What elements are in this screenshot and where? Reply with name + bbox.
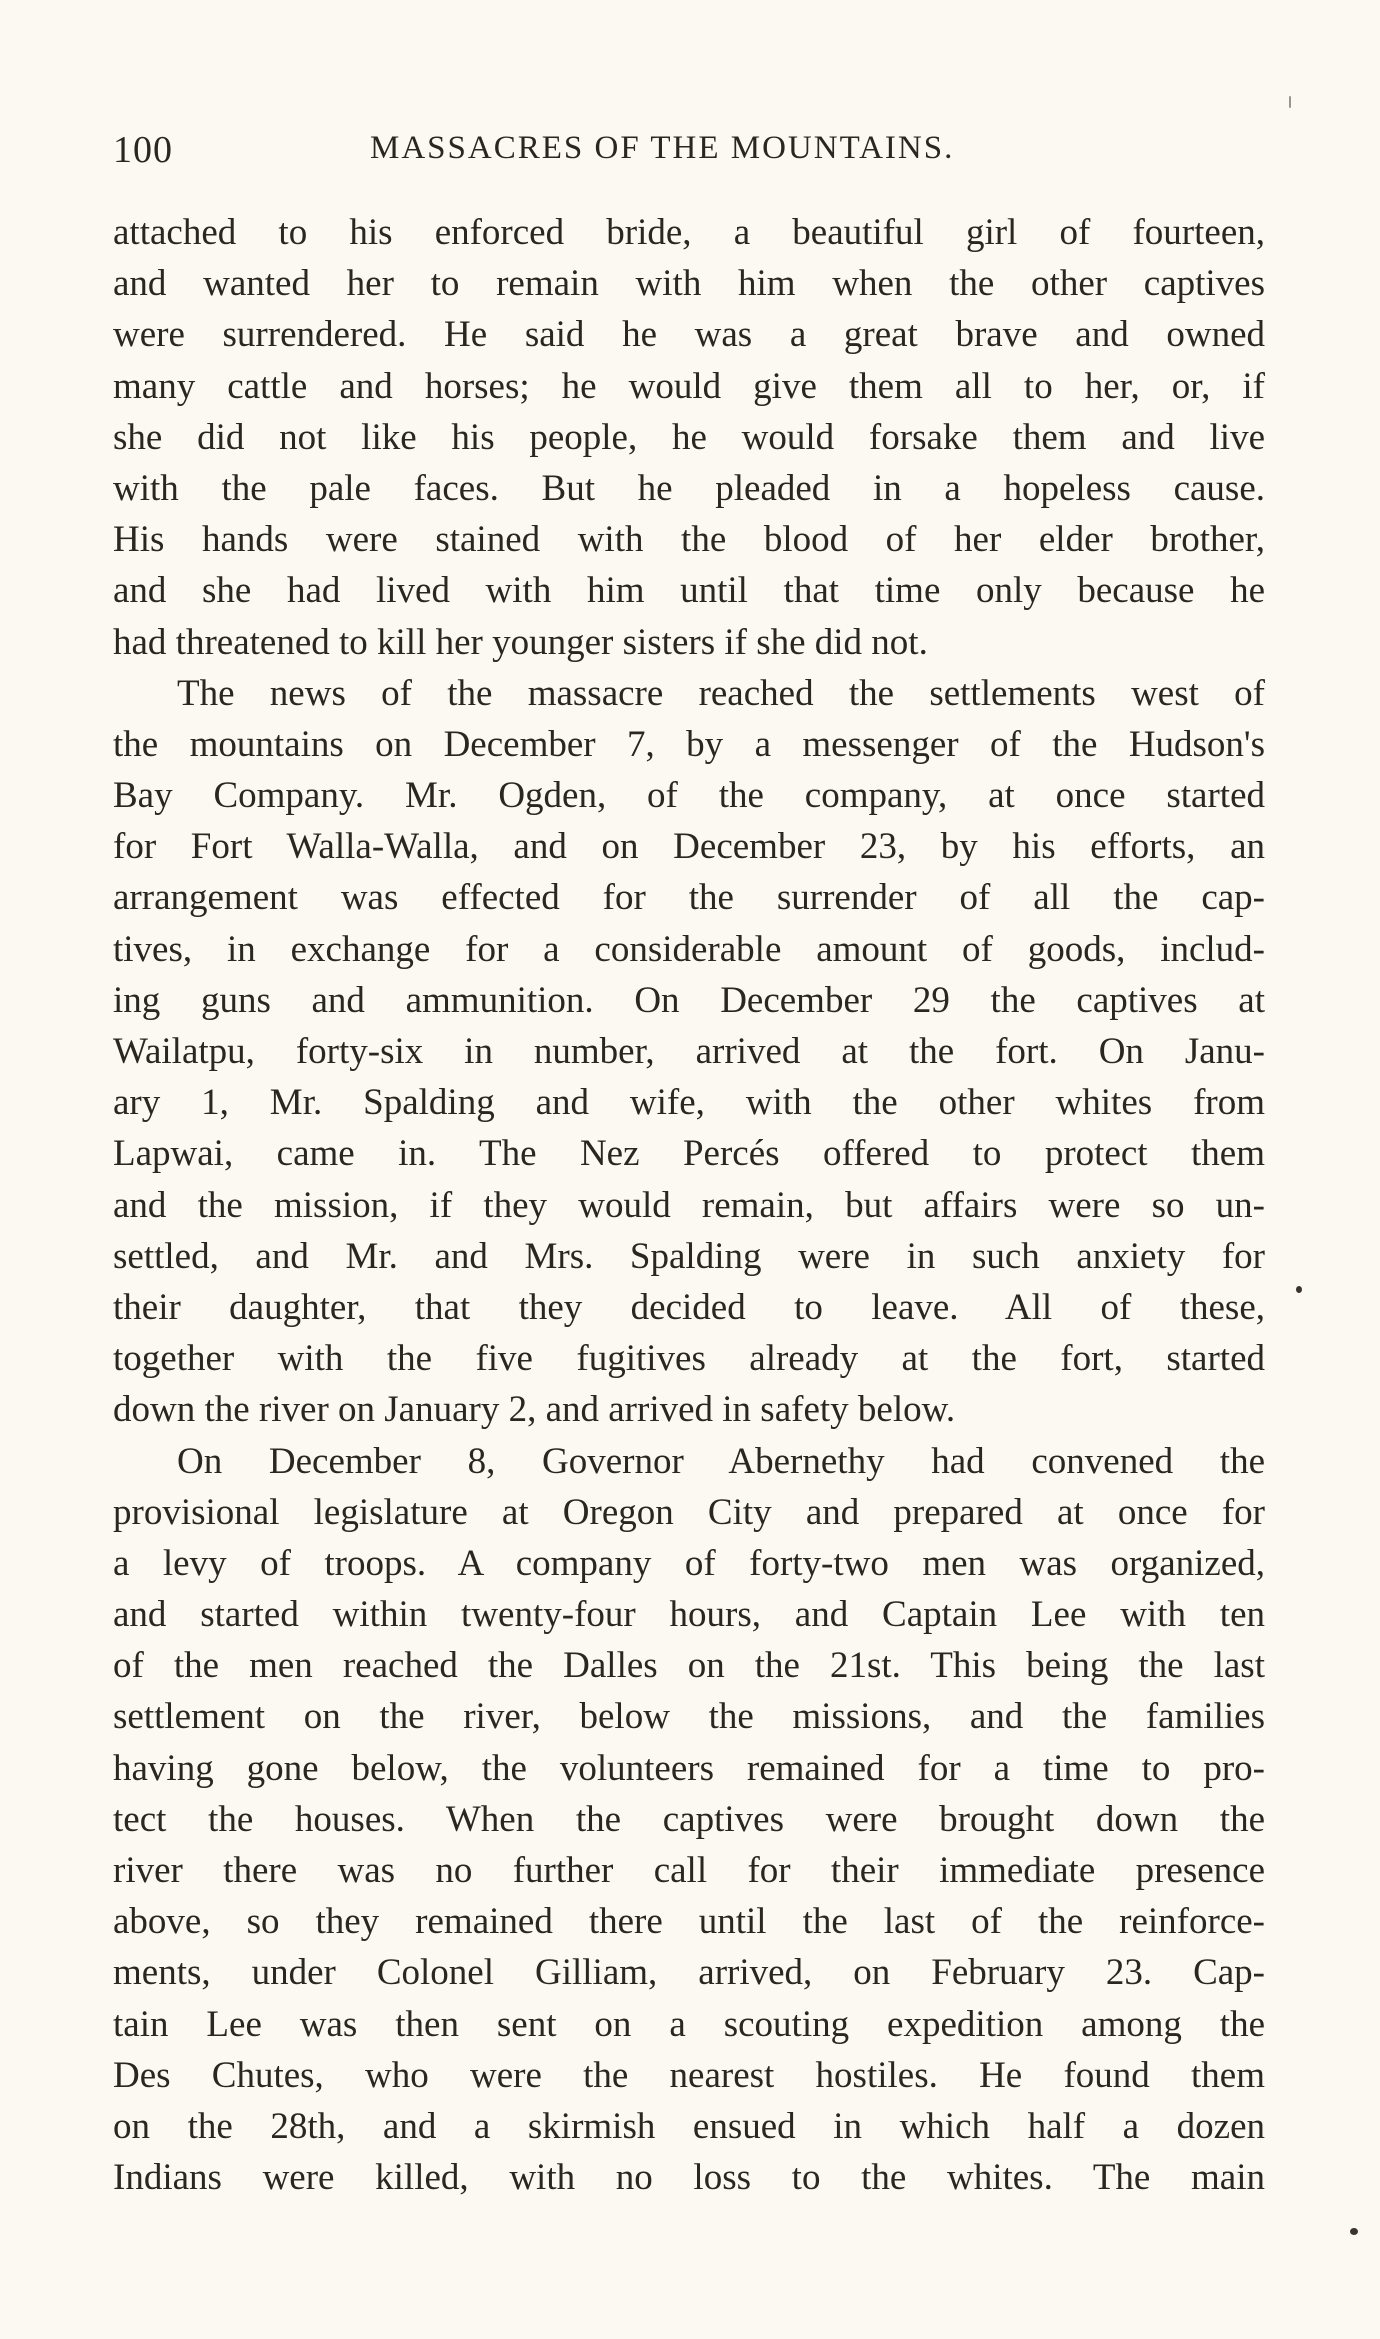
body-text <box>113 207 1265 2203</box>
ink-speck <box>1350 2228 1358 2235</box>
text-line: had threatened to kill her younger sisters if she did not. <box>113 621 928 663</box>
text-line: ments, under Colonel Gilliam, arrived, on February 23. Cap- <box>113 1952 1265 1994</box>
text-line: provisional legislature at Oregon City and prepared at once for <box>113 1491 1265 1533</box>
text-line: tain Lee was then sent on a scouting expedition among the <box>113 2003 1265 2045</box>
text-line: settled, and Mr. and Mrs. Spalding were in such anxiety for <box>113 1235 1265 1277</box>
text-line: with the pale faces. But he pleaded in a hopeless cause. <box>113 467 1265 509</box>
text-line: were surrendered. He said he was a great brave and owned <box>113 314 1265 356</box>
text-line: settlement on the river, below the missions, and the families <box>113 1696 1265 1738</box>
text-line: arrangement was effected for the surrender of all the cap- <box>113 877 1265 919</box>
text-line: the mountains on December 7, by a messenger of the Hudson's <box>113 723 1265 765</box>
text-line: The news of the massacre reached the settlements west of <box>177 672 1265 714</box>
text-line: Indians were killed, with no loss to the whites. The main <box>113 2157 1265 2199</box>
text-line: together with the five fugitives already at the fort, started <box>113 1338 1265 1380</box>
text-line: and started within twenty-four hours, and Captain Lee with ten <box>113 1594 1265 1636</box>
text-line: she did not like his people, he would forsake them and live <box>113 416 1265 458</box>
text-line: Wailatpu, forty-six in number, arrived at the fort. On Janu- <box>113 1031 1265 1072</box>
text-line: their daughter, that they decided to leave. All of these, <box>113 1286 1265 1328</box>
text-line: tect the houses. When the captives were brought down the <box>113 1798 1265 1840</box>
text-line: down the river on January 2, and arrived in safety below. <box>113 1389 956 1431</box>
text-line: ing guns and ammunition. On December 29 the captives at <box>113 979 1265 1021</box>
text-line: Des Chutes, who were the nearest hostiles. He found them <box>113 2054 1265 2096</box>
text-line: river there was no further call for their immediate presence <box>113 1850 1265 1891</box>
ink-speck <box>1296 1286 1302 1293</box>
page-number: 100 <box>113 129 173 171</box>
text-line: for Fort Walla-Walla, and on December 23, by his efforts, an <box>113 826 1265 868</box>
text-line: above, so they remained there until the last of the reinforce- <box>113 1901 1265 1943</box>
text-line: a levy of troops. A company of forty-two men was organized, <box>113 1542 1265 1584</box>
text-line: many cattle and horses; he would give them all to her, or, if <box>113 365 1265 407</box>
ink-speck <box>1289 96 1291 108</box>
text-line: on the 28th, and a skirmish ensued in which half a dozen <box>113 2105 1265 2147</box>
text-line: Bay Company. Mr. Ogden, of the company, at once started <box>113 775 1265 817</box>
page-header <box>113 128 1263 188</box>
text-line: Lapwai, came in. The Nez Percés offered to protect them <box>113 1133 1265 1175</box>
text-line: tives, in exchange for a considerable amount of goods, includ- <box>113 928 1265 970</box>
text-line: On December 8, Governor Abernethy had convened the <box>177 1440 1265 1482</box>
text-line: ary 1, Mr. Spalding and wife, with the other whites from <box>113 1082 1265 1124</box>
text-line: and wanted her to remain with him when the other captives <box>113 263 1265 305</box>
text-line: and she had lived with him until that time only because he <box>113 570 1265 612</box>
text-line: having gone below, the volunteers remained for a time to pro- <box>113 1747 1265 1789</box>
running-head: MASSACRES OF THE MOUNTAINS. <box>370 130 955 166</box>
text-line: attached to his enforced bride, a beautiful girl of fourteen, <box>113 212 1265 253</box>
text-line: His hands were stained with the blood of her elder brother, <box>113 519 1265 561</box>
text-line: and the mission, if they would remain, but affairs were so un- <box>113 1184 1265 1226</box>
text-line: of the men reached the Dalles on the 21st. This being the last <box>113 1645 1265 1687</box>
